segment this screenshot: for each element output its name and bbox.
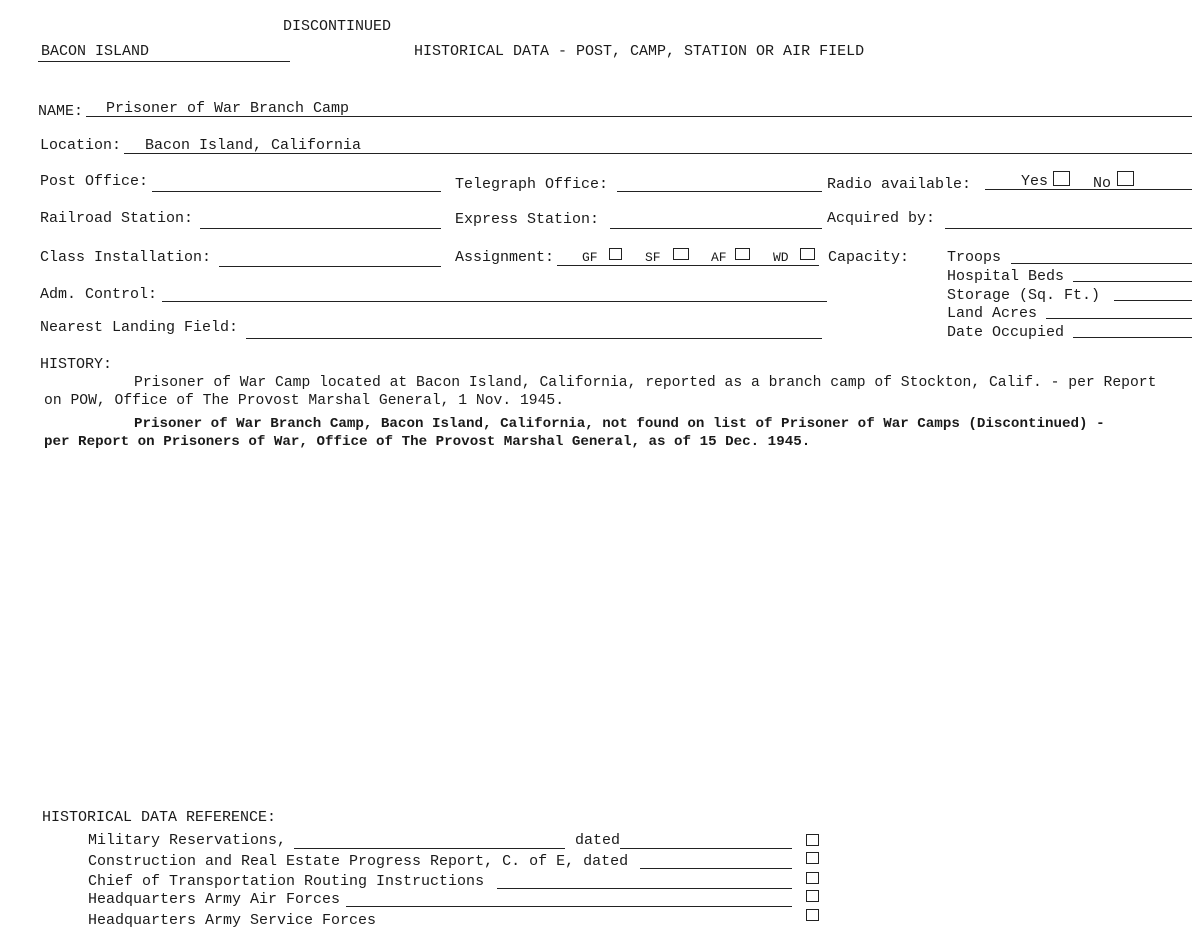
assignment-gf-label: GF [582,250,598,265]
ref-construction: Construction and Real Estate Progress Report, C. of E, dated [88,853,629,870]
landing-line [246,338,822,339]
railroad-label: Railroad Station: [40,210,194,227]
history-label: HISTORY: [40,356,113,373]
storage-line [1114,300,1192,301]
date-line [1073,337,1192,338]
radio-yes-checkbox[interactable] [1053,171,1070,186]
radio-no-checkbox[interactable] [1117,171,1134,186]
location-label: Location: [40,137,122,154]
ref-military-checkbox[interactable] [806,834,819,846]
class-line [219,266,441,267]
assignment-sf-checkbox[interactable] [673,248,689,260]
ref-transport-checkbox[interactable] [806,872,819,884]
assignment-af-label: AF [711,250,727,265]
telegraph-line [617,191,822,192]
railroad-line [200,228,441,229]
ref-hq-air-checkbox[interactable] [806,890,819,902]
assignment-sf-label: SF [645,250,661,265]
troops-line [1011,263,1192,264]
radio-line [985,189,1192,190]
site-name: BACON ISLAND [41,43,150,60]
ref-hq-service-checkbox[interactable] [806,909,819,921]
ref-transport: Chief of Transportation Routing Instructions [88,873,485,890]
capacity-storage: Storage (Sq. Ft.) [947,287,1101,304]
express-line [610,228,822,229]
ref-military: Military Reservations, [88,832,287,849]
acquired-label: Acquired by: [827,210,936,227]
ref-hq-air-line [346,906,792,907]
site-underline [38,61,290,62]
ref-military-dated: dated [575,832,621,849]
history-p2-line2: per Report on Prisoners of War, Office of The Provost Marshal General, as of 15 Dec. 1945. [44,434,811,450]
ref-military-line [294,848,565,849]
radio-label: Radio available: [827,176,972,193]
capacity-land: Land Acres [947,305,1038,322]
ref-dated-line [620,848,792,849]
radio-yes-label: Yes [1021,173,1049,190]
ref-hq-service: Headquarters Army Service Forces [88,912,377,929]
capacity-troops: Troops [947,249,1002,266]
name-label: NAME: [38,103,84,120]
history-p1-line1: Prisoner of War Camp located at Bacon Island, California, reported as a branch camp of Stockton, Calif. - per Report [134,375,1157,391]
assignment-af-checkbox[interactable] [735,248,750,260]
land-line [1046,318,1192,319]
capacity-hospital: Hospital Beds [947,268,1065,285]
radio-no-label: No [1093,175,1112,192]
assignment-wd-checkbox[interactable] [800,248,815,260]
capacity-label: Capacity: [828,249,910,266]
landing-label: Nearest Landing Field: [40,319,239,336]
history-p1-line2: on POW, Office of The Provost Marshal General, 1 Nov. 1945. [44,393,565,409]
ref-construction-line [640,868,792,869]
ref-hq-air: Headquarters Army Air Forces [88,891,341,908]
assignment-label: Assignment: [455,249,555,266]
name-value: Prisoner of War Branch Camp [106,100,350,117]
hospital-line [1073,281,1192,282]
adm-line [162,301,827,302]
history-p2-line1: Prisoner of War Branch Camp, Bacon Island, California, not found on list of Prisoner of War Camps (Discontinued) - [134,416,1105,432]
post-office-label: Post Office: [40,173,149,190]
form-title: HISTORICAL DATA - POST, CAMP, STATION OR AIR FIELD [414,43,865,60]
reference-label: HISTORICAL DATA REFERENCE: [42,809,277,826]
adm-label: Adm. Control: [40,286,158,303]
telegraph-label: Telegraph Office: [455,176,609,193]
acquired-line [945,228,1192,229]
assignment-gf-checkbox[interactable] [609,248,622,260]
discontinued-stamp: DISCONTINUED [283,18,392,35]
capacity-date: Date Occupied [947,324,1065,341]
assignment-wd-label: WD [773,250,789,265]
post-office-line [152,191,441,192]
ref-construction-checkbox[interactable] [806,852,819,864]
class-label: Class Installation: [40,249,212,266]
express-label: Express Station: [455,211,600,228]
ref-transport-line [497,888,792,889]
location-value: Bacon Island, California [145,137,362,154]
